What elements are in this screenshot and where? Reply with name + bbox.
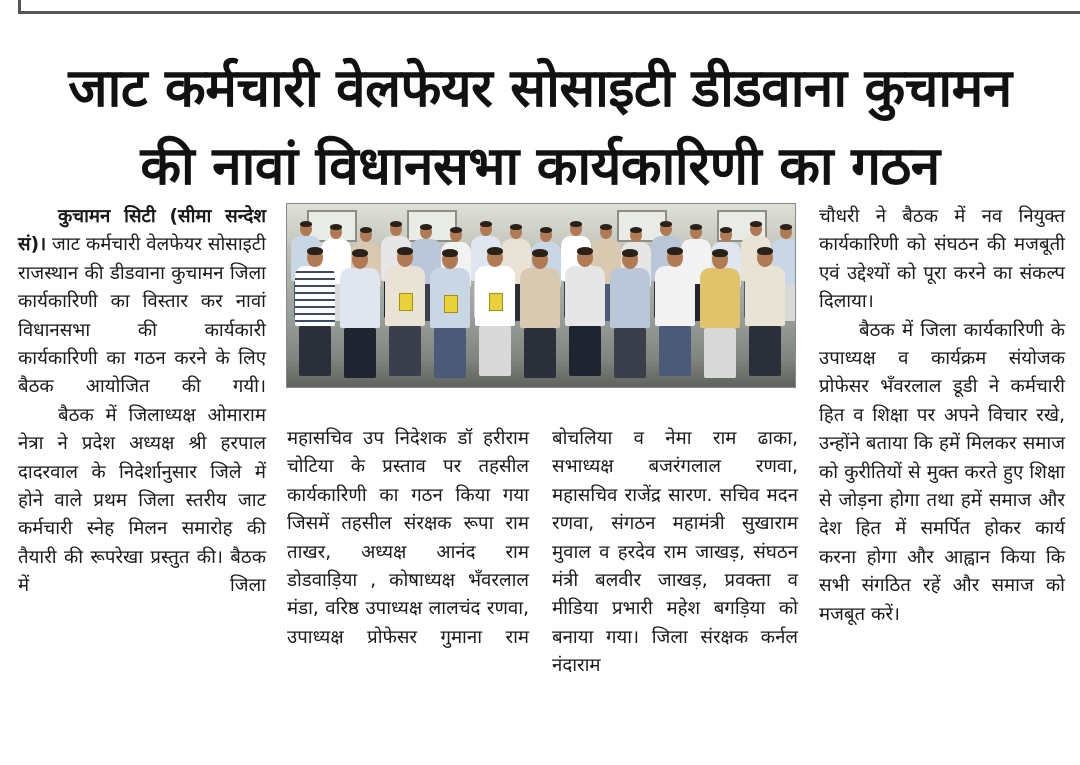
article-paragraph-4: बोचलिया व नेमा राम ढाका, सभाध्यक्ष बजरंगलाल रणवा, महासचिव राजेंद्र सारण. सचिव मदन रणवा, संगठन महामंत्री सुखाराम मुवाल व हरदेव राम जाखड़, संघठन मंत्री बलवीर जाखड़, प्रवक्ता व मीडिया प्रभारी महेश बगड़िया को बनाया गया। जिला संरक्षक कर्नल नंदाराम [552,428,798,677]
article-column-3 [552,425,798,681]
article-paragraph-2: बैठक में जिलाध्यक्ष ओमाराम नेत्रा ने प्रदेश अध्यक्ष श्री हरपाल दादरवाल के निदेर्शानुसार जिले में होने वाले प्रथम जिला स्तरीय जाट कर्मचारी स्नेह मिलन समारोह की तैयारी की रूपरेखा प्रस्तुत की। बैठक में जिला [18,404,266,597]
headline-line-2: की नावां विधानसभा कार्यकारिणी का गठन [140,136,940,197]
article-paragraph-3: महासचिव उप निदेशक डॉ हरीराम चोटिया के प्रस्ताव पर तहसील कार्यकारिणी का गठन किया गया जिसमें तहसील संरक्षक रूपा राम ताखर, अध्यक्ष आनंद राम डोडवाड़िया , कोषाध्यक्ष भँवरलाल मंडा, वरिष्ठ उपाध्यक्ष लालचंद रणवा, उपाध्यक्ष प्रोफेसर गुमाना राम [287,428,529,648]
article-column-1 [18,203,266,601]
headline [0,50,1080,206]
headline-line-1: जाट कर्मचारी वेलफेयर सोसाइटी डीडवाना कुचामन [68,58,1012,119]
top-border-rule [18,0,1080,14]
article-paragraph-6: बैठक में जिला कार्यकारिणी के उपाध्यक्ष व कार्यक्रम संयोजक प्रोफेसर भँवरलाल डूडी ने कर्मचारी हित व शिक्षा पर अपने विचार रखे, उन्होंने बताया कि हमें मिलकर समाज को कुरीतियों से मुक्त करते हुए शिक्षा से जोड़ना होगा तथा हमें समाज और देश हित में समर्पित होकर कार्य करना होगा और आह्वान किया कि सभी संगठित रहें और समाज को मजबूत करें। [819,319,1065,625]
article-column-4 [819,203,1065,629]
group-photo [286,203,796,388]
article-paragraph-5: चौधरी ने बैठक में नव नियुक्त कार्यकारिणी को संघठन की मजबूती एवं उद्देश्यों को पूरा करने का संकल्प दिलाया। [819,206,1065,313]
byline: कुचामन सिटी (सीमा सन्देश सं)। [18,206,266,256]
article-paragraph-1 [18,203,266,402]
article-text-1: जाट कर्मचारी वेलफेयर सोसाइटी राजस्थान की डीडवाना कुचामन जिला कार्यकारिणी का विस्तार कर नावां विधानसभा की कार्यकारी कार्यकारिणी का गठन करने के लिए बैठक आयोजित की गयी। [18,234,266,398]
article-column-2 [287,425,529,652]
